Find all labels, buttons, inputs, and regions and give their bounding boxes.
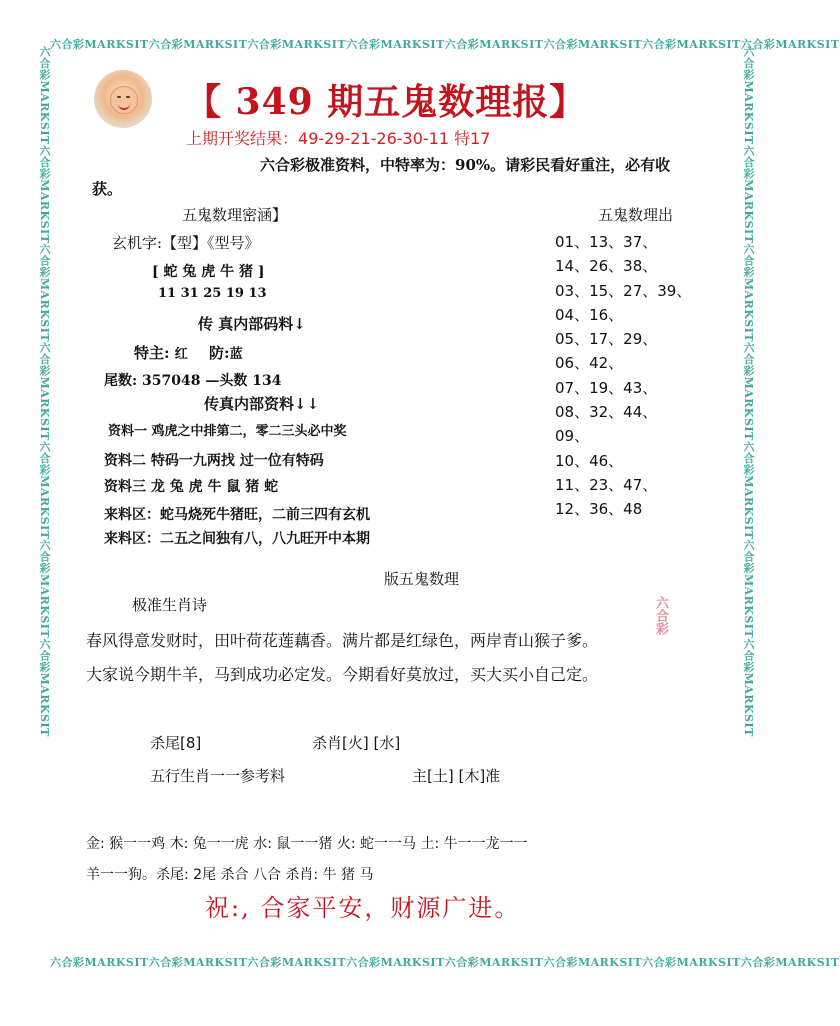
number-row: 09、 (555, 427, 590, 446)
tezhu-label: 特主: (134, 344, 170, 362)
blessing-text: 祝:, 合家平安，财源广进。 (205, 894, 521, 922)
weishu-text: 尾数: 357048 —头数 134 (104, 373, 282, 389)
number-row: 07、19、43、 (555, 378, 658, 397)
ziliao-1: 资料一 鸡虎之中排第二，零二三头必中奖 (108, 424, 347, 439)
intro-line-2: 获。 (92, 180, 123, 198)
laoliao-1: 来料区：蛇马烧死牛猪旺，二前三四有玄机 (104, 507, 370, 523)
page-title: 【 349 期五鬼数理报】 (185, 81, 587, 123)
edition-title: 版五鬼数理 (384, 570, 460, 588)
number-row: 08、32、44、 (555, 403, 658, 422)
tezhu-value: 红 (174, 347, 188, 362)
ziliao-2: 资料二 特码一九两找 过一位有特码 (104, 453, 324, 469)
kill-zodiac: 杀肖[火] [水] (312, 734, 401, 752)
number-row: 05、17、29、 (555, 330, 658, 349)
number-row: 06、42、 (555, 354, 624, 373)
fang-label: 防: (209, 344, 230, 362)
result-numbers: 49-29-21-26-30-11 特17 (298, 129, 491, 148)
eye-icon (117, 96, 121, 98)
poem-title: 极准生肖诗 (132, 596, 208, 614)
zodiac-bracket: [ 蛇 兔 虎 牛 猪 ] (152, 264, 265, 280)
main-elements: 主[土] [木]准 (412, 767, 501, 785)
number-list (555, 230, 691, 522)
zodiac-numbers: 11 31 25 19 13 (158, 286, 267, 301)
laoliao-2: 来料区：二五之间独有八，八九旺开中本期 (104, 531, 370, 547)
border-left-pattern: 六合彩MARKSIT六合彩MARKSIT六合彩MARKSIT六合彩MARKSIT六合彩MARKSIT六合彩MARKSIT六合彩MARKSIT (38, 46, 51, 737)
eye-icon (126, 96, 130, 98)
number-row: 01、13、37、 (555, 233, 658, 251)
tezhu-row (134, 342, 243, 363)
kill-tail: 杀尾[8] (150, 734, 202, 752)
number-row: 10、46、 (555, 451, 624, 470)
poem-line-2: 大家说今期牛羊，马到成功必定发。今期看好莫放过，买大买小自己定。 (86, 665, 599, 684)
fax-title-1: 传 真内部码料↓ (198, 315, 306, 333)
xuanji-text: 玄机字:【型】《型号》 (112, 234, 260, 252)
number-row: 11、23、47、 (555, 475, 658, 494)
face-icon (110, 86, 138, 114)
avatar (94, 70, 152, 128)
border-top-pattern: 六合彩MARKSIT六合彩MARKSIT六合彩MARKSIT六合彩MARKSIT六合彩MARKSIT六合彩MARKSIT六合彩MARKSIT六合彩MARKSIT (50, 38, 840, 51)
red-stamp: 六合彩 (653, 596, 668, 635)
section-title-left: 五鬼数理密涵】 (182, 206, 288, 224)
mouth-icon (118, 104, 130, 110)
intro-line-1: 六合彩极准资料，中特率为：90%。请彩民看好重注，必有收 (260, 156, 671, 174)
fax-title-2: 传真内部资料↓↓ (204, 395, 320, 413)
last-result (186, 126, 491, 149)
number-row: 04、16、 (555, 305, 624, 324)
result-label: 上期开奖结果： (186, 129, 299, 148)
poem-line-1: 春风得意发财时，田叶荷花莲藕香。满片都是红绿色，两岸青山猴子爹。 (86, 631, 599, 650)
number-row: 14、26、38、 (555, 257, 658, 276)
five-elements-title: 五行生肖一一参考料 (150, 767, 286, 785)
elements-line-1: 金: 猴一一鸡 木: 兔一一虎 水: 鼠一一猪 火: 蛇一一马 土: 牛一一龙一一 (86, 836, 528, 852)
section-title-right: 五鬼数理出 (598, 206, 674, 224)
border-bottom-pattern: 六合彩MARKSIT六合彩MARKSIT六合彩MARKSIT六合彩MARKSIT六合彩MARKSIT六合彩MARKSIT六合彩MARKSIT六合彩MARKSIT (50, 956, 840, 969)
elements-line-2: 羊一一狗。杀尾: 2尾 杀合 八合 杀肖: 牛 猪 马 (86, 867, 374, 883)
ziliao-3: 资料三 龙 兔 虎 牛 鼠 猪 蛇 (104, 479, 279, 495)
fang-value: 蓝 (229, 347, 243, 362)
border-right-pattern: 六合彩MARKSIT六合彩MARKSIT六合彩MARKSIT六合彩MARKSIT六合彩MARKSIT六合彩MARKSIT六合彩MARKSIT (742, 46, 755, 737)
number-row: 12、36、48 (555, 500, 643, 519)
number-row: 03、15、27、39、 (555, 281, 692, 300)
